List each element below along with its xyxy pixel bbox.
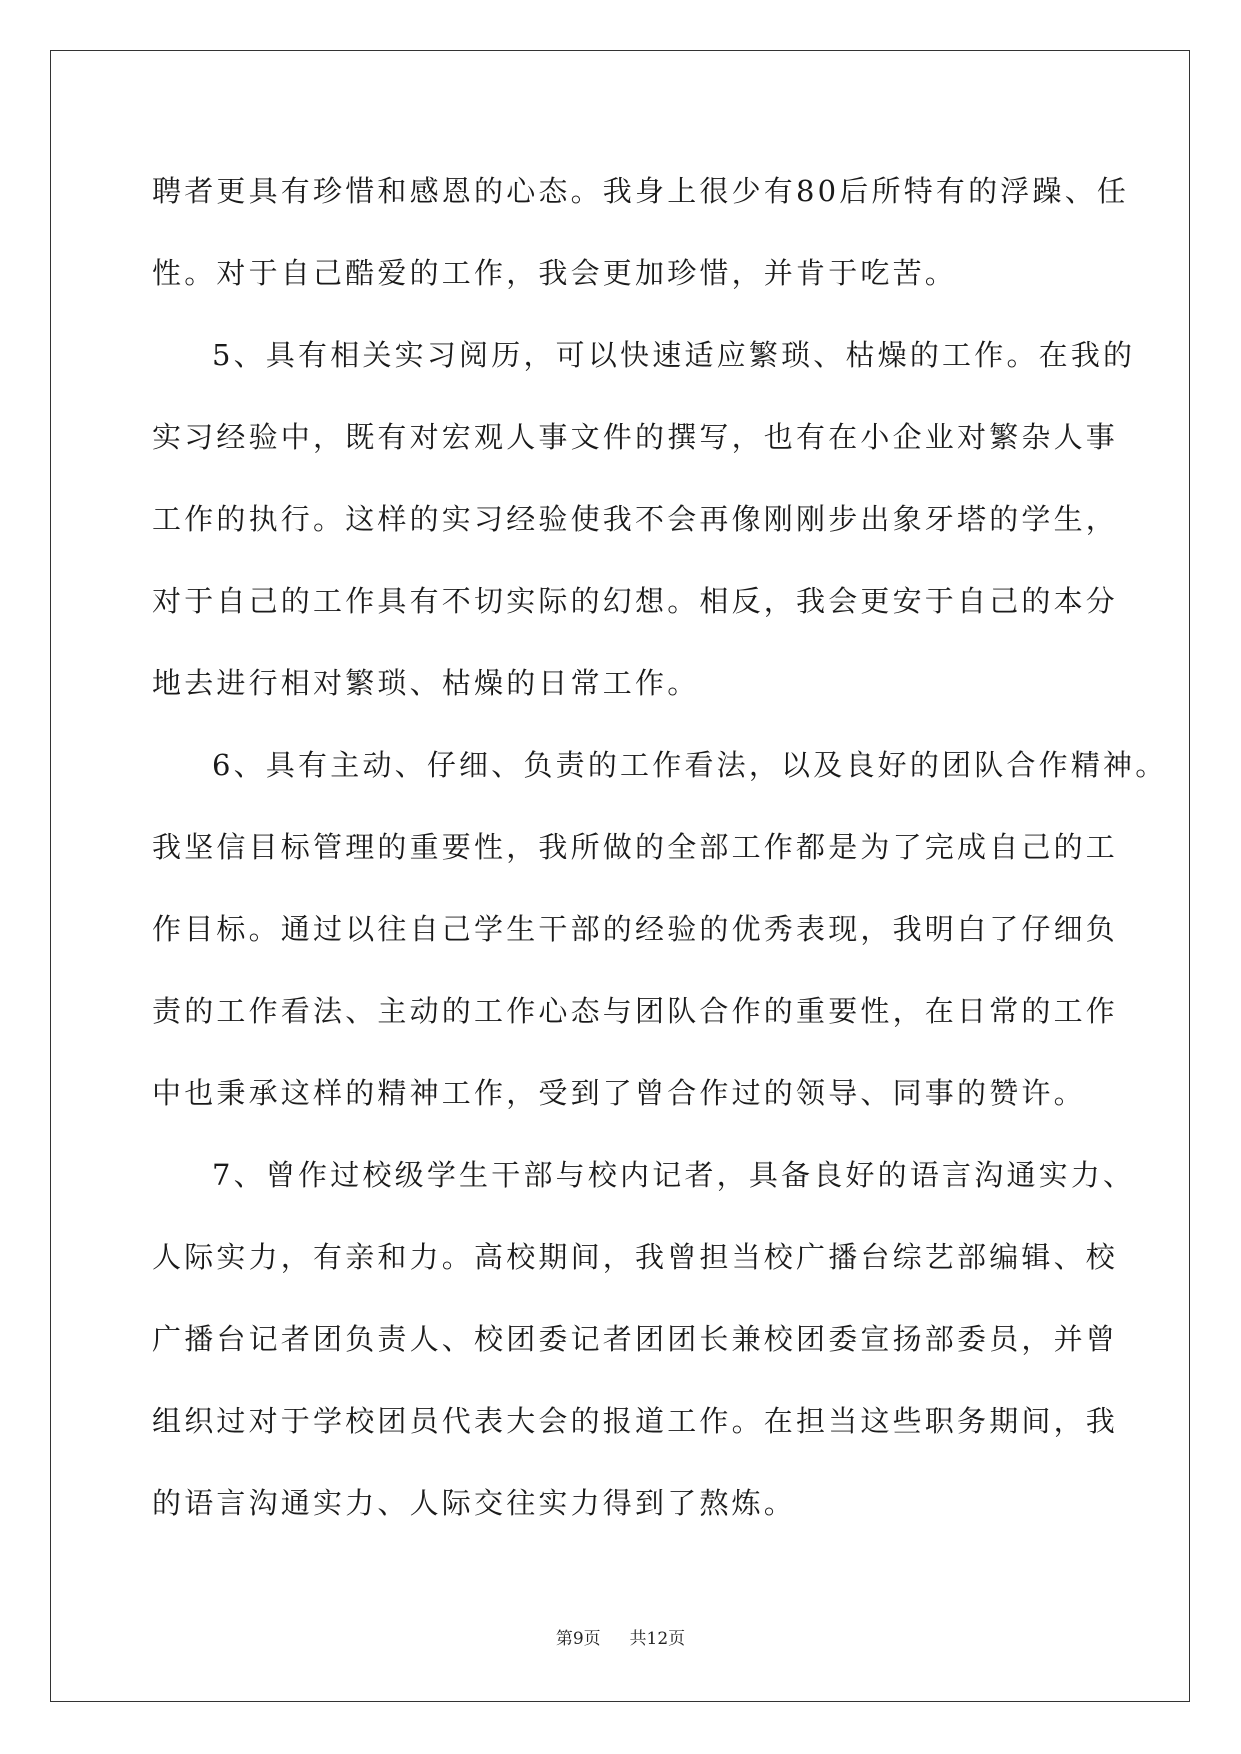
- body-line: 广播台记者团负责人、校团委记者团团长兼校团委宣扬部委员，并曾: [152, 1322, 1119, 1356]
- body-line: 7、曾作过校级学生干部与校内记者，具备良好的语言沟通实力、: [212, 1158, 1136, 1192]
- page-total: 共12页: [629, 1629, 686, 1649]
- body-line: 5、具有相关实习阅历，可以快速适应繁琐、枯燥的工作。在我的: [212, 338, 1136, 372]
- body-line: 责的工作看法、主动的工作心态与团队合作的重要性，在日常的工作: [152, 994, 1119, 1028]
- document-body: [152, 150, 1168, 1544]
- body-line: 人际实力，有亲和力。高校期间，我曾担当校广播台综艺部编辑、校: [152, 1240, 1119, 1274]
- body-line: 组织过对于学校团员代表大会的报道工作。在担当这些职务期间，我: [152, 1404, 1119, 1438]
- body-line: 性。对于自己酷爱的工作，我会更加珍惜，并肯于吃苦。: [152, 256, 958, 290]
- body-line: 的语言沟通实力、人际交往实力得到了熬炼。: [152, 1486, 797, 1520]
- body-line: 实习经验中，既有对宏观人事文件的撰写，也有在小企业对繁杂人事: [152, 420, 1119, 454]
- body-line: 工作的执行。这样的实习经验使我不会再像刚刚步出象牙塔的学生，: [152, 502, 1119, 536]
- body-line: 中也秉承这样的精神工作，受到了曾合作过的领导、同事的赞许。: [152, 1076, 1086, 1110]
- body-line: 我坚信目标管理的重要性，我所做的全部工作都是为了完成自己的工: [152, 830, 1119, 864]
- body-line: 对于自己的工作具有不切实际的幻想。相反，我会更安于自己的本分: [152, 584, 1119, 618]
- page-footer: [0, 1624, 1241, 1649]
- body-line: 聘者更具有珍惜和感恩的心态。我身上很少有80后所特有的浮躁、任: [152, 174, 1130, 208]
- body-line: 作目标。通过以往自己学生干部的经验的优秀表现，我明白了仔细负: [152, 912, 1119, 946]
- body-line: 6、具有主动、仔细、负责的工作看法，以及良好的团队合作精神。: [212, 748, 1168, 782]
- body-line: 地去进行相对繁琐、枯燥的日常工作。: [152, 666, 700, 700]
- page-number: 第9页: [555, 1629, 601, 1649]
